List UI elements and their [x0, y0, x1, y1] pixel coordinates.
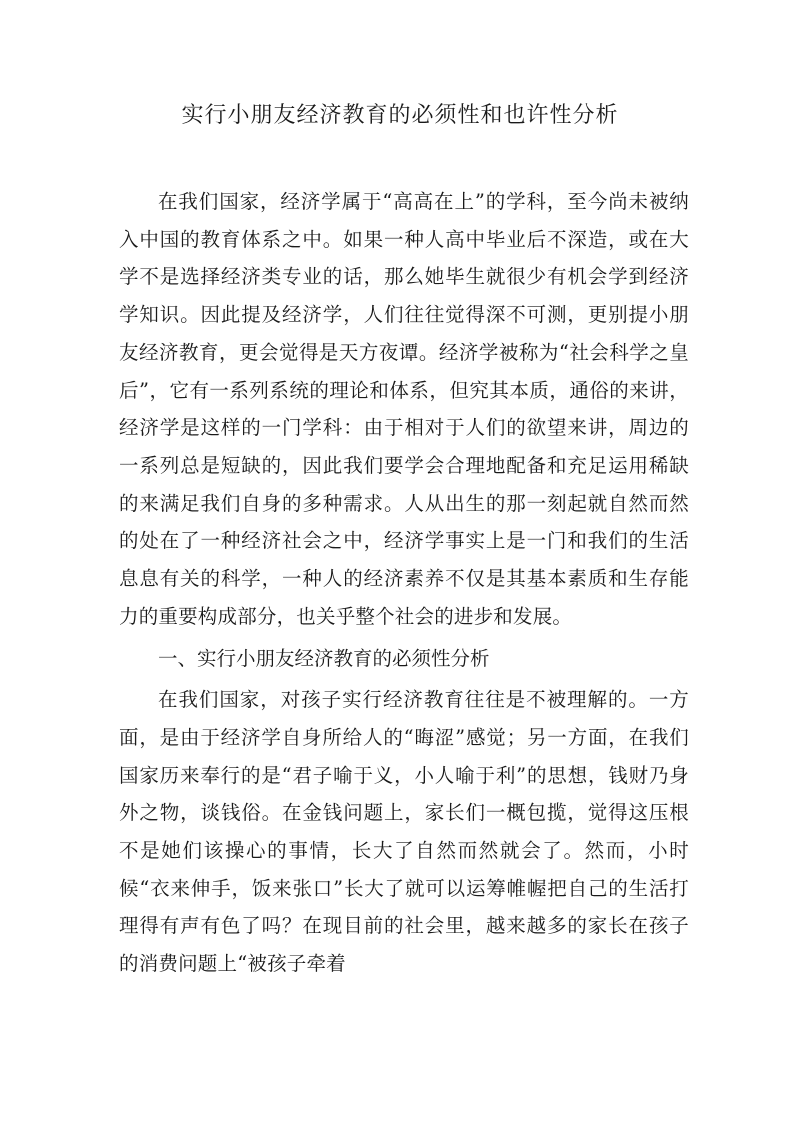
section-heading-necessity: 一、实行小朋友经济教育的必须性分析	[158, 647, 490, 671]
paragraph-intro: 在我们国家，经济学属于“高高在上”的学科，至今尚未被纳入中国的教育体系之中。如果一种人高中毕业后不深造，或在大学不是选择经济类专业的话，那么她毕生就很少有机会学到经济学知识。因此提及经济学，人们往往觉得深不可测，更别提小朋友经济教育，更会觉得是天方夜谭。经济学被称为“社会科学之皇后”，它有一系列系统的理论和体系，但究其本质，通俗的来讲，经济学是这样的一门学科：由于相对于人们的欲望来讲，周边的一系列总是短缺的，因此我们要学会合理地配备和充足运用稀缺的来满足我们自身的多种需求。人从出生的那一刻起就自然而然的处在了一种经济社会之中，经济学事实上是一门和我们的生活息息有关的科学，一种人的经济素养不仅是其基本素质和生存能力的重要构成部分，也关乎整个社会的进步和发展。	[119, 190, 689, 628]
document-body	[119, 183, 689, 983]
document-title: 实行小朋友经济教育的必须性和也许性分析	[181, 103, 619, 128]
paragraph-necessity: 在我们国家，对孩子实行经济教育往往是不被理解的。一方面，是由于经济学自身所给人的“晦涩”感觉；另一方面，在我们国家历来奉行的是“君子喻于义，小人喻于利”的思想，钱财乃身外之物，谈钱俗。在金钱问题上，家长们一概包揽，觉得这压根不是她们该操心的事情，长大了自然而然就会了。然而，小时候“衣来伸手，饭来张口”长大了就可以运筹帷幄把自己的生活打理得有声有色了吗？在现目前的社会里，越来越多的家长在孩子的消费问题上“被孩子牵着	[119, 688, 689, 976]
